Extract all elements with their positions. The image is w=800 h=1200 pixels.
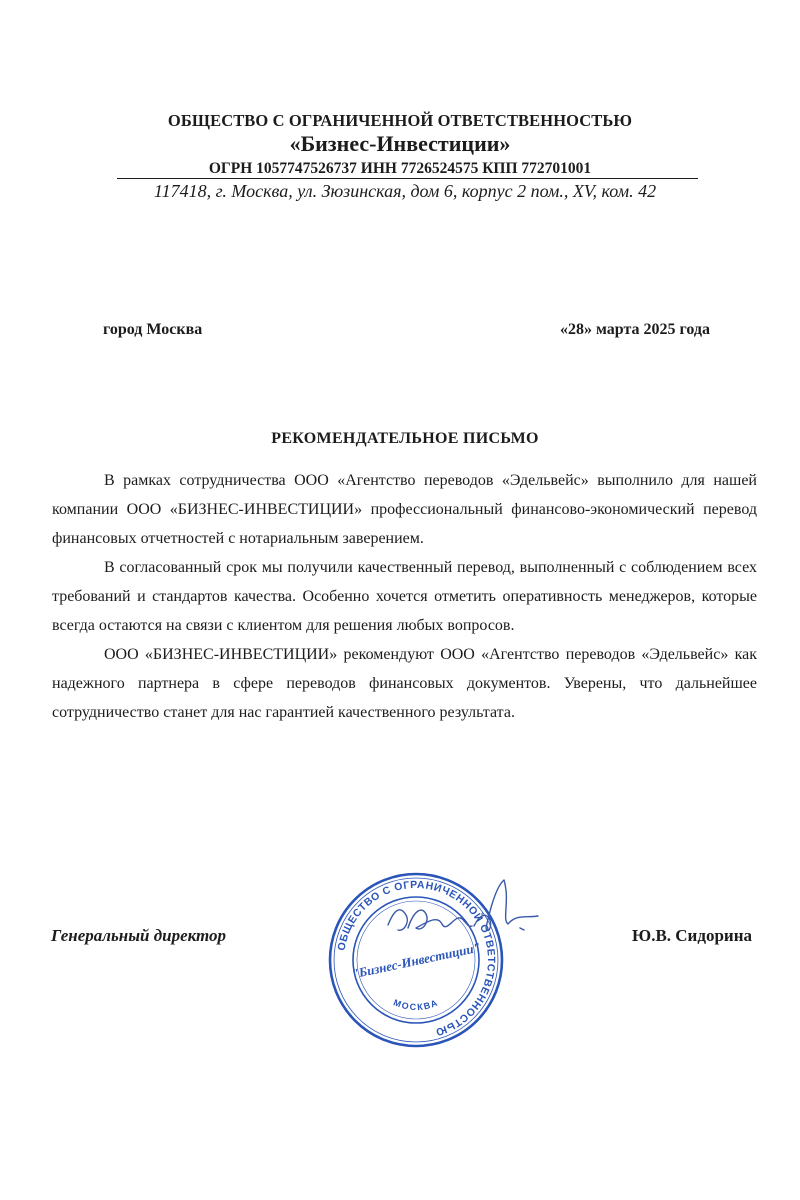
letterhead-org-name: «Бизнес-Инвестиции»: [289, 131, 511, 156]
letterhead-registration: ОГРН 1057747526737 ИНН 7726524575 КПП 772701001: [208, 160, 592, 177]
seal-outer-text: ОБЩЕСТВО С ОГРАНИЧЕННОЙ ОТВЕТСТВЕННОСТЬЮ: [335, 878, 498, 1039]
letter-body: [52, 466, 757, 727]
seal-center-text: "Бизнес-Инвестиции": [350, 939, 482, 982]
document-title: РЕКОМЕНДАТЕЛЬНОЕ ПИСЬМО: [271, 430, 539, 447]
letterhead-org-form: ОБЩЕСТВО С ОГРАНИЧЕННОЙ ОТВЕТСТВЕННОСТЬЮ: [167, 111, 633, 130]
issue-date: «28» марта 2025 года: [559, 321, 710, 338]
place-of-issue: город Москва: [103, 321, 203, 338]
signatory-name: Ю.В. Сидорина: [632, 926, 752, 945]
letterhead-divider: [117, 178, 698, 179]
paragraph-1: В рамках сотрудничества ООО «Агентство переводов «Эдельвейс» выполнило для нашей компании ООО «БИЗНЕС-ИНВЕСТИЦИИ» профессиональный финансово-экономический перевод финансовых отчетностей с нотариальным заверением.: [52, 472, 757, 547]
signatory-position: Генеральный директор: [51, 926, 227, 945]
letterhead-address: 117418, г. Москва, ул. Зюзинская, дом 6, корпус 2 пом., XV, ком. 42: [153, 181, 657, 201]
paragraph-2: В согласованный срок мы получили качественный перевод, выполненный с соблюдением всех требований и стандартов качества. Особенно хочется отметить оперативность менеджеров, которые всегда остаются на связи с клиентом для решения любых вопросов.: [52, 559, 757, 634]
paragraph-3: ООО «БИЗНЕС-ИНВЕСТИЦИИ» рекомендуют ООО «Агентство переводов «Эдельвейс» как надежного партнера в сфере переводов финансовых документов. Уверены, что дальнейшее сотрудничество станет для нас гарантией качественного результата.: [52, 646, 757, 721]
svg-text:МОСКВА: [392, 997, 440, 1012]
seal-city-text: МОСКВА: [391, 997, 441, 1013]
handwritten-signature: [370, 870, 550, 960]
